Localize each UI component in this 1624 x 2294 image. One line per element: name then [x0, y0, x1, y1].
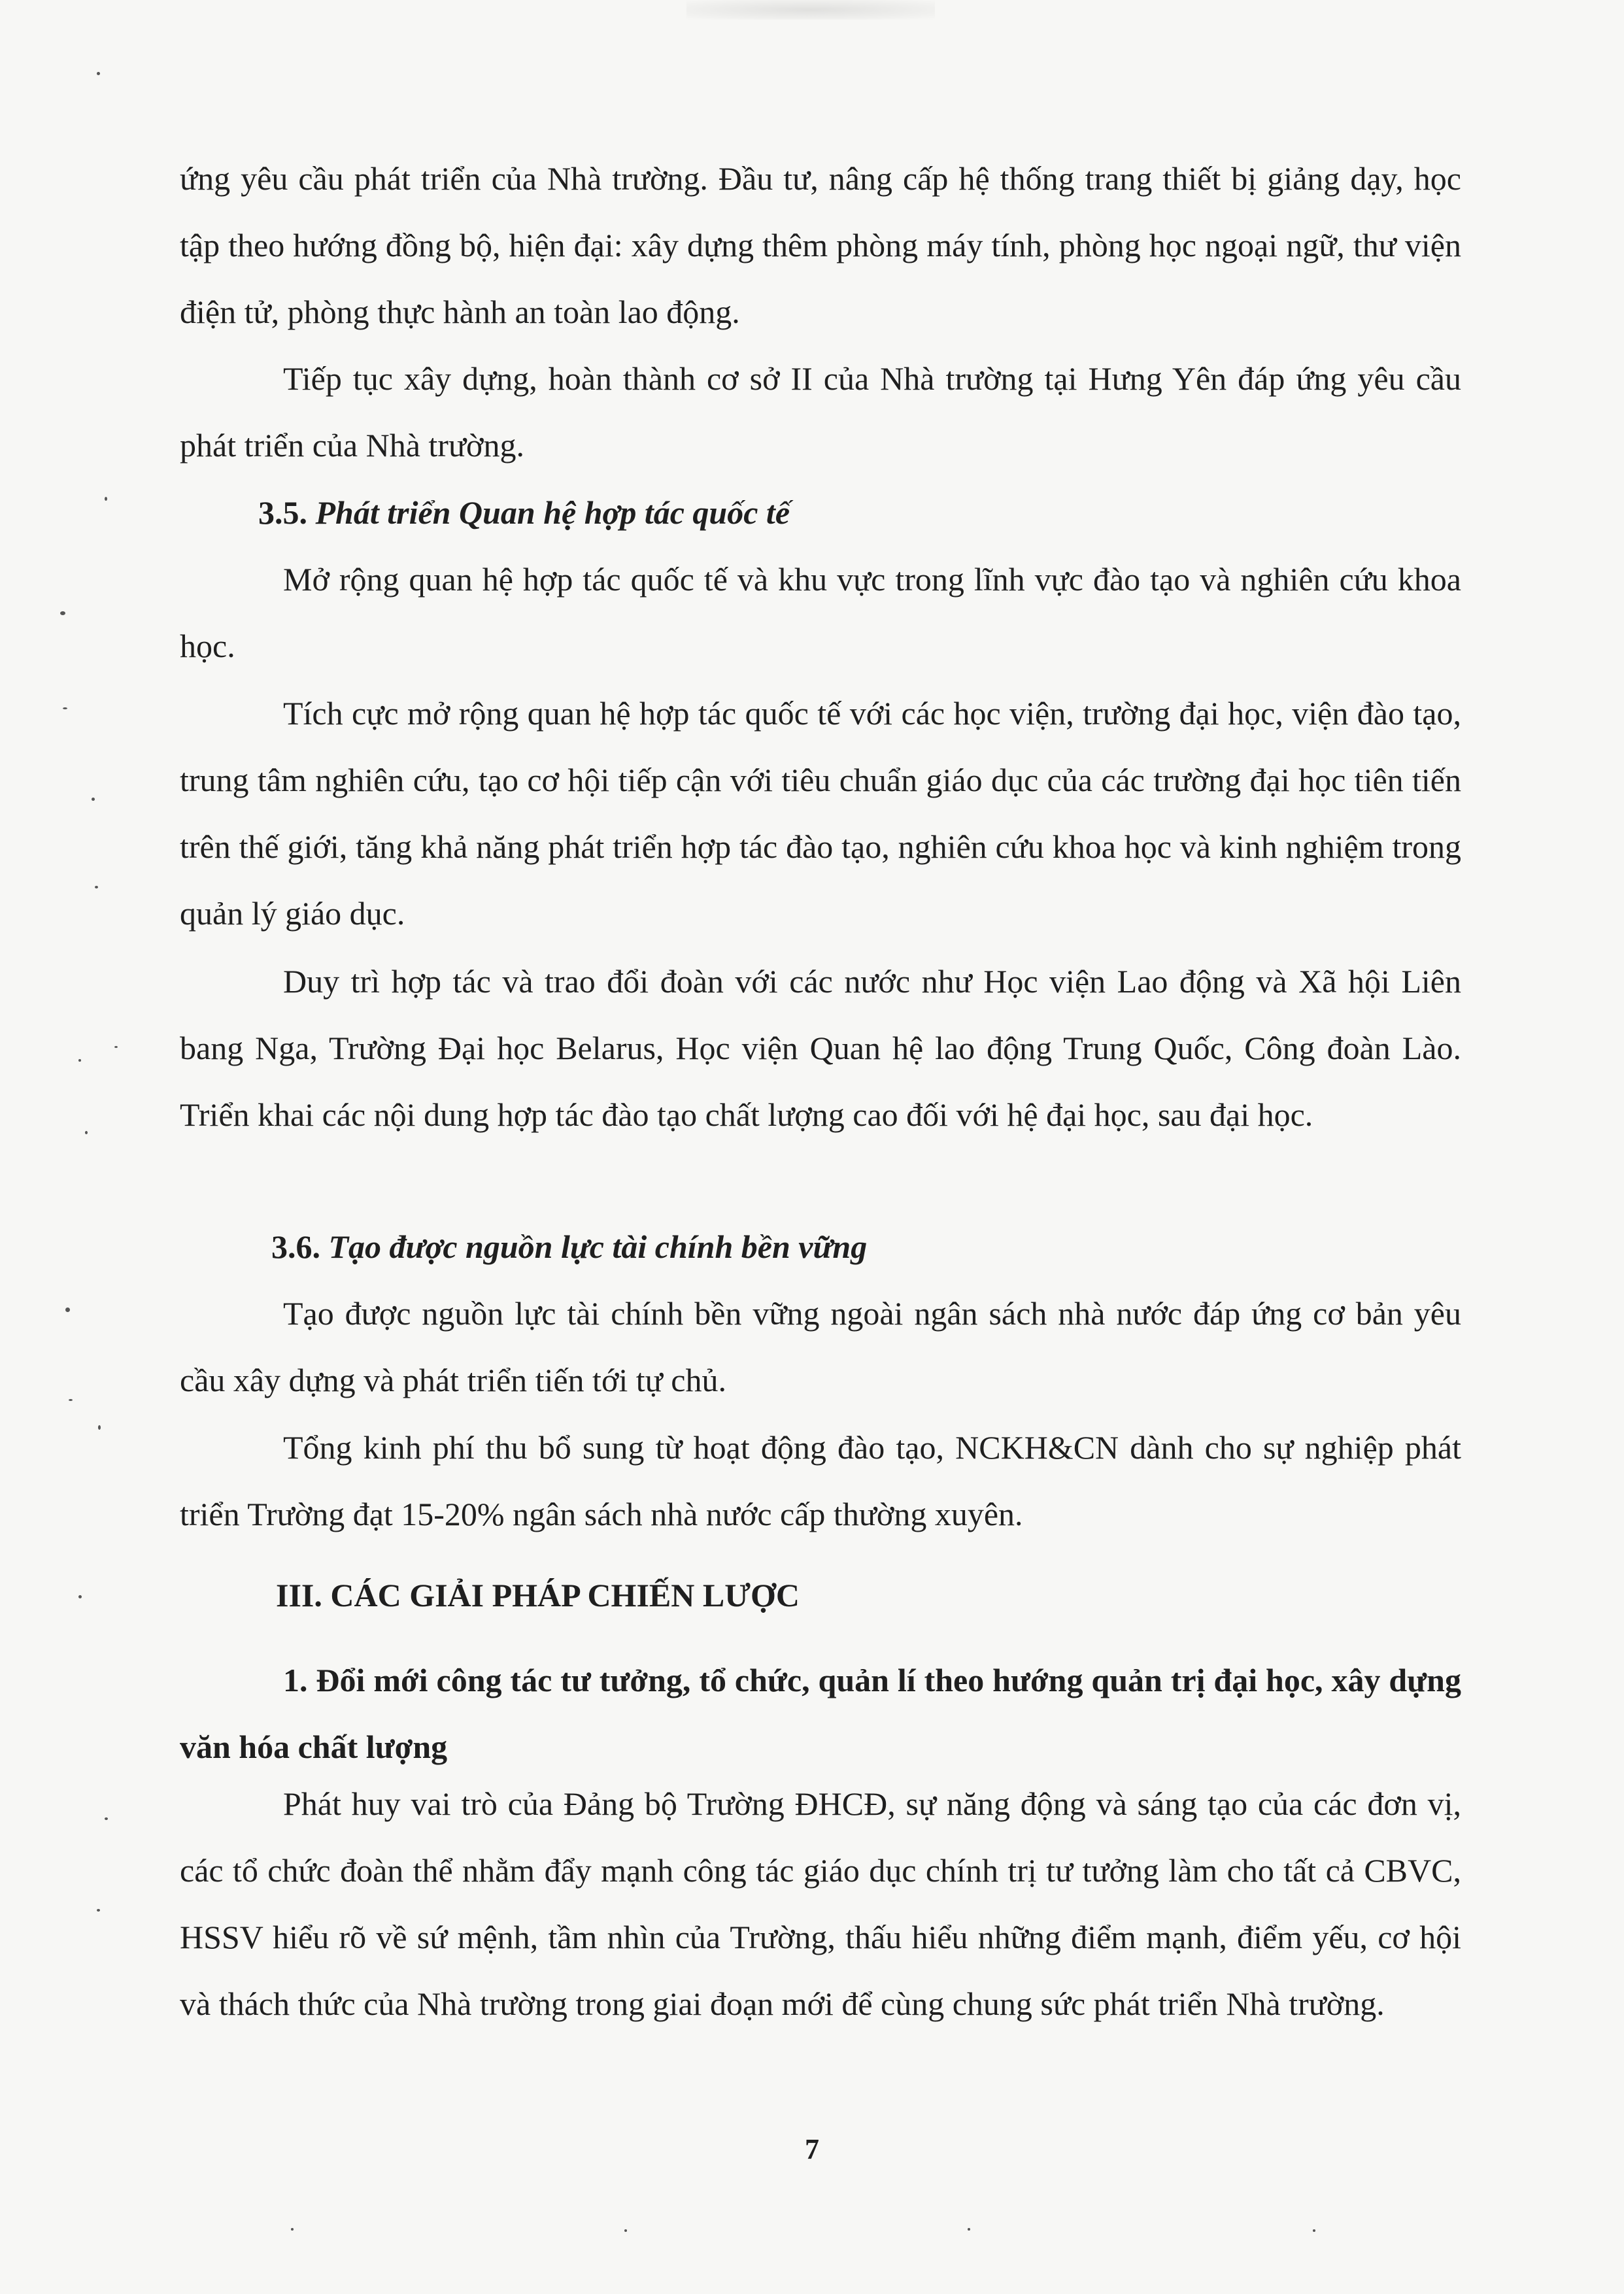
- scan-speck: [105, 497, 107, 501]
- scan-speck: [114, 1046, 118, 1048]
- paragraph-facilities: ứng yêu cầu phát triển của Nhà trường. Đầu tư, nâng cấp hệ thống trang thiết bị giảng dạy, học tập theo hướng đồng bộ, hiện đại: xây dựng thêm phòng máy tính, phòng học ngoại ngữ, thư viện điện tử, phòng thực hành an toàn lao động.: [180, 160, 1461, 330]
- page-number: 7: [805, 2133, 819, 2165]
- scan-speck: [624, 2229, 627, 2232]
- scan-speck: [98, 1425, 101, 1430]
- section-heading-3-5: [258, 479, 790, 546]
- scan-speck: [968, 2228, 970, 2231]
- scan-speck: [65, 1307, 70, 1312]
- scan-speck: [78, 1595, 82, 1598]
- scan-speck: [92, 798, 95, 801]
- scan-artifact: [686, 0, 935, 20]
- section-heading-1: 1. Đổi mới công tác tư tưởng, tổ chức, quản lí theo hướng quản trị đại học, xây dựng văn hóa chất lượng: [180, 1662, 1461, 1765]
- section-heading-iii: III. CÁC GIẢI PHÁP CHIẾN LƯỢC: [276, 1577, 800, 1613]
- scan-speck: [95, 886, 98, 888]
- scan-speck: [1313, 2229, 1315, 2232]
- section-number: 3.6.: [271, 1228, 320, 1265]
- section-number: 3.5.: [258, 494, 307, 531]
- section-title: Phát triển Quan hệ hợp tác quốc tế: [315, 494, 790, 531]
- scan-speck: [97, 1909, 100, 1912]
- scan-speck: [97, 72, 100, 75]
- scan-speck: [78, 1059, 81, 1062]
- scan-speck: [69, 1399, 73, 1401]
- scan-speck: [63, 707, 67, 709]
- paragraph-campus-hung-yen: Tiếp tục xây dựng, hoàn thành cơ sở II của Nhà trường tại Hưng Yên đáp ứng yêu cầu phát triển của Nhà trường.: [180, 360, 1461, 464]
- paragraph-international-relations: Mở rộng quan hệ hợp tác quốc tế và khu vực trong lĩnh vực đào tạo và nghiên cứu khoa học.: [180, 561, 1461, 664]
- section-title: Tạo được nguồn lực tài chính bền vững: [328, 1228, 868, 1265]
- scan-speck: [85, 1131, 88, 1134]
- paragraph-supplementary-funding: Tổng kinh phí thu bổ sung từ hoạt động đào tạo, NCKH&CN dành cho sự nghiệp phát triển Trường đạt 15-20% ngân sách nhà nước cấp thường xuyên.: [180, 1429, 1461, 1532]
- scan-speck: [291, 2228, 294, 2231]
- paragraph-partner-exchange: Duy trì hợp tác và trao đổi đoàn với các nước như Học viện Lao động và Xã hội Liên bang Nga, Trường Đại học Belarus, Học viện Quan hệ lao động Trung Quốc, Công đoàn Lào. Triển khai các nội dung hợp tác đào tạo chất lượng cao đối với hệ đại học, sau đại học.: [180, 963, 1461, 1133]
- scan-speck: [60, 611, 65, 615]
- scan-speck: [105, 1817, 108, 1820]
- paragraph-party-role: Phát huy vai trò của Đảng bộ Trường ĐHCĐ, sự năng động và sáng tạo của các đơn vị, các tổ chức đoàn thể nhằm đẩy mạnh công tác giáo dục chính trị tư tưởng làm cho tất cả CBVC, HSSV hiểu rõ về sứ mệnh, tầm nhìn của Trường, thấu hiểu những điểm mạnh, điểm yếu, cơ hội và thách thức của Nhà trường trong giai đoạn mới để cùng chung sức phát triển Nhà trường.: [180, 1785, 1461, 2022]
- section-heading-3-6: [271, 1213, 867, 1280]
- paragraph-international-cooperation: Tích cực mở rộng quan hệ hợp tác quốc tế với các học viện, trường đại học, viện đào tạo, trung tâm nghiên cứu, tạo cơ hội tiếp cận với tiêu chuẩn giáo dục của các trường đại học tiên tiến trên thế giới, tăng khả năng phát triển hợp tác đào tạo, nghiên cứu khoa học và kinh nghiệm trong quản lý giáo dục.: [180, 695, 1461, 932]
- paragraph-financial-resources: Tạo được nguồn lực tài chính bền vững ngoài ngân sách nhà nước đáp ứng cơ bản yêu cầu xây dựng và phát triển tiến tới tự chủ.: [180, 1295, 1461, 1398]
